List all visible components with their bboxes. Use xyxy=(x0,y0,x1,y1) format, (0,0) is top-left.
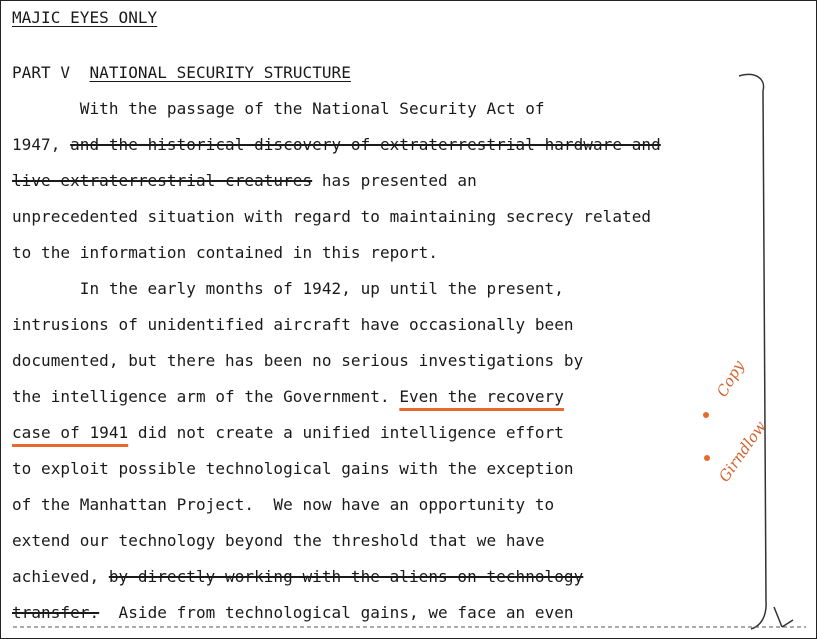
section-title: NATIONAL SECURITY STRUCTURE xyxy=(89,63,351,82)
text-run: intrusions of unidentified aircraft have occasionally been xyxy=(12,315,574,334)
margin-note-copy: Copy xyxy=(713,357,748,400)
text-run: Aside from technological gains, we face an even xyxy=(99,603,574,622)
highlighted-text: case of 1941 xyxy=(12,423,129,442)
struck-text: transfer. xyxy=(12,603,100,622)
text-run: to the information contained in this report. xyxy=(12,243,439,262)
part-number: PART V xyxy=(12,63,71,82)
text-run: the intelligence arm of the Government. xyxy=(12,387,400,406)
text-run: unprecedented situation with regard to maintaining secrecy related xyxy=(12,207,652,226)
text-run: In the early months of 1942, up until the present, xyxy=(12,279,564,298)
text-run: has presented an xyxy=(312,171,477,190)
struck-text: and the historical discovery of extraterrestrial hardware and xyxy=(70,135,661,154)
text-run: of the Manhattan Project. We now have an opportunity to xyxy=(12,495,555,514)
highlighted-text: Even the recovery xyxy=(399,387,564,406)
text-run: to exploit possible technological gains with the exception xyxy=(12,459,574,478)
text-run: documented, but there has been no serious investigations by xyxy=(12,351,584,370)
text-run: extend our technology beyond the threshold that we have xyxy=(12,531,545,550)
text-run: 1947, xyxy=(12,135,71,154)
struck-text: live extraterrestrial creatures xyxy=(12,171,313,190)
margin-note-signature: Girndlow xyxy=(715,417,770,486)
text-run: did not create a unified intelligence effort xyxy=(128,423,564,442)
struck-text: by directly working with the aliens on technology xyxy=(108,567,584,586)
text-run: achieved, xyxy=(12,567,109,586)
text-run: With the passage of the National Security Act of xyxy=(12,99,545,118)
classification-header: MAJIC EYES ONLY xyxy=(12,8,158,27)
margin-bracket xyxy=(1,1,816,638)
